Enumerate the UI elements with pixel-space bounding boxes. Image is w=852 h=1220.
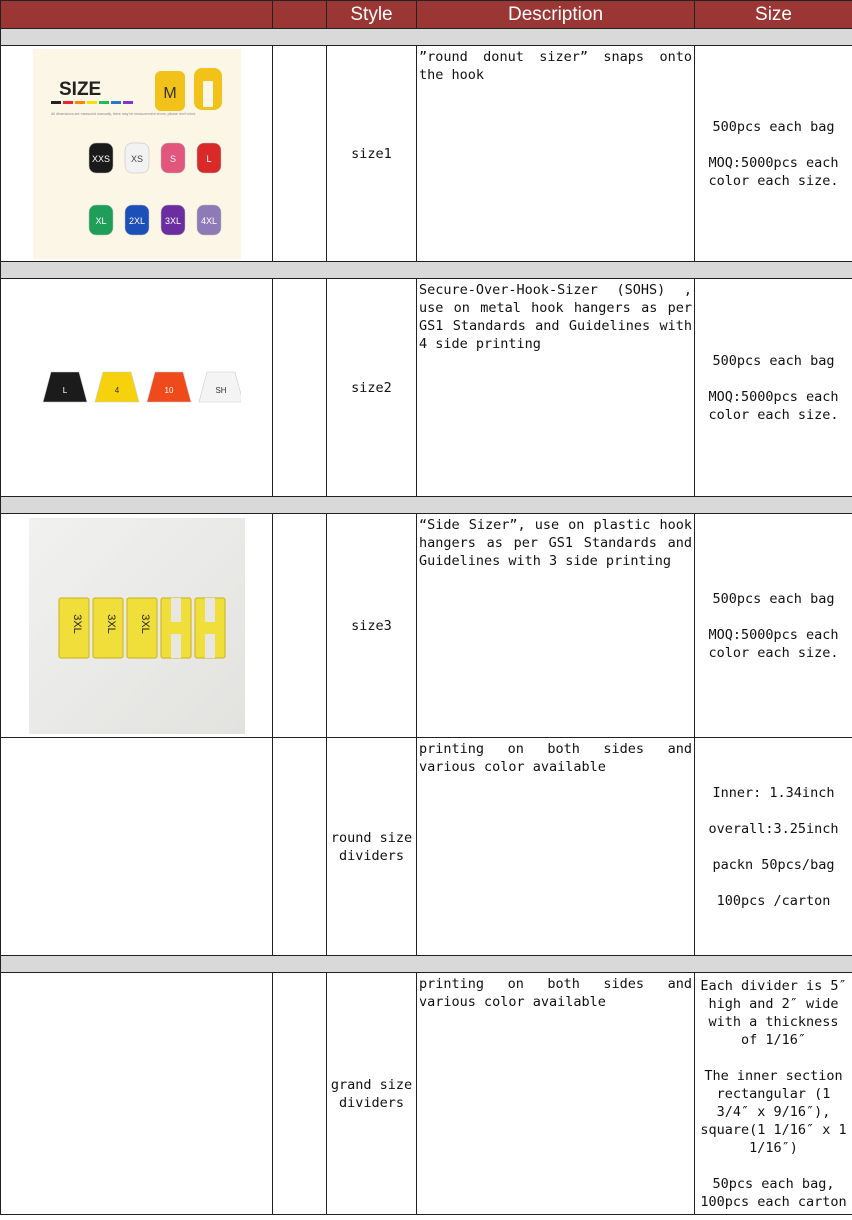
header-row	[1, 1, 852, 29]
size-chip-s	[161, 143, 185, 173]
svg-text:L: L	[205, 153, 212, 164]
style-cell: round size dividers	[327, 738, 417, 956]
blank-cell	[273, 973, 327, 1215]
header-style: Style	[327, 1, 417, 29]
size-chip-3xl	[161, 205, 185, 235]
side-sizer	[161, 598, 191, 658]
table-row	[1, 279, 852, 497]
image-caption: All dimensions are measured manually, there may be measurement errors, please don't mind.	[50, 111, 196, 116]
size-cell	[695, 279, 852, 497]
size-chip-group	[89, 143, 221, 235]
description-cell: printing on both sides and various color available	[417, 738, 695, 956]
size-line: Each divider is 5″ high and 2″ wide with a thickness of 1/16″	[700, 977, 847, 1048]
style-cell: size3	[327, 514, 417, 738]
header-image-column	[1, 1, 273, 29]
product-image-cell	[1, 46, 273, 262]
product-image-cell	[1, 738, 273, 956]
size-line: packn 50pcs/bag	[712, 856, 835, 873]
donut-sizer-illustration	[33, 49, 241, 259]
svg-text:3XL: 3XL	[138, 613, 151, 634]
blank-cell	[273, 46, 327, 262]
table-row	[1, 514, 852, 738]
size-cell	[695, 738, 852, 956]
separator-row	[1, 262, 852, 279]
size-chip-xl	[89, 205, 113, 235]
separator-row	[1, 497, 852, 514]
size-line: 50pcs each bag, 100pcs each carton	[700, 1175, 847, 1210]
size-line: 500pcs each bag	[712, 352, 835, 369]
svg-text:S: S	[169, 153, 176, 164]
size-line: 500pcs each bag	[712, 118, 835, 135]
table-row	[1, 973, 852, 1215]
size-line: The inner section rectangular (1 3/4″ x 9/16″), square(1 1/16″ x 1 1/16″)	[700, 1067, 847, 1156]
size-line: MOQ:5000pcs each color each size.	[708, 388, 839, 423]
size-chip-xs	[125, 143, 149, 173]
image-size-title: SIZE	[58, 78, 101, 100]
svg-text:XL: XL	[94, 215, 107, 226]
size-line: 100pcs /carton	[716, 892, 831, 909]
side-sizer-illustration	[29, 518, 245, 734]
size-cell	[695, 514, 852, 738]
svg-text:XXS: XXS	[91, 153, 110, 164]
description-cell: Secure-Over-Hook-Sizer (SOHS) , use on metal hook hangers as per GS1 Standards and Guidelines with 4 side printing	[417, 279, 695, 497]
header-description: Description	[417, 1, 695, 29]
side-sizer	[59, 598, 89, 658]
description-cell: ”round donut sizer” snaps onto the hook	[417, 46, 695, 262]
size-chip-2xl	[125, 205, 149, 235]
svg-text:L: L	[62, 385, 67, 395]
blank-cell	[273, 279, 327, 497]
donut-sizer-photo	[33, 49, 241, 259]
size-chip-4xl	[197, 205, 221, 235]
sohs-sizer-illustration	[33, 358, 241, 418]
description-cell: printing on both sides and various color available	[417, 973, 695, 1215]
blank-cell	[273, 738, 327, 956]
product-image-cell	[1, 279, 273, 497]
size-line: Inner: 1.34inch	[712, 784, 835, 801]
blank-cell	[273, 514, 327, 738]
side-sizer	[93, 598, 123, 658]
side-sizer	[127, 598, 157, 658]
size-cell	[695, 46, 852, 262]
svg-text:3XL: 3XL	[70, 613, 83, 634]
size-cell	[695, 973, 852, 1215]
color-strip	[51, 101, 133, 104]
svg-text:4: 4	[114, 385, 119, 395]
table-row	[1, 46, 852, 262]
size-chip-xxs	[89, 143, 113, 173]
svg-text:3XL: 3XL	[164, 215, 181, 226]
svg-text:10: 10	[164, 385, 173, 395]
side-sizer-photo	[29, 518, 245, 734]
style-cell: size1	[327, 46, 417, 262]
size-line: 500pcs each bag	[712, 590, 835, 607]
style-cell: grand size dividers	[327, 973, 417, 1215]
product-image-cell	[1, 973, 273, 1215]
svg-text:XS: XS	[130, 153, 143, 164]
style-cell: size2	[327, 279, 417, 497]
table-row	[1, 738, 852, 956]
size-line: MOQ:5000pcs each color each size.	[708, 626, 839, 661]
separator-row	[1, 29, 852, 46]
svg-text:3XL: 3XL	[104, 613, 117, 634]
description-cell: “Side Sizer”, use on plastic hook hangers as per GS1 Standards and Guidelines with 3 side printing	[417, 514, 695, 738]
svg-text:4XL: 4XL	[200, 215, 217, 226]
size-chip-l	[197, 143, 221, 173]
sohs-chip	[43, 372, 87, 402]
sohs-sizer-photo	[33, 358, 241, 418]
size-line: MOQ:5000pcs each color each size.	[708, 154, 839, 189]
svg-text:2XL: 2XL	[128, 215, 145, 226]
product-image-cell	[1, 514, 273, 738]
sohs-chip	[147, 372, 191, 402]
header-size: Size	[695, 1, 852, 29]
sohs-chip	[95, 372, 139, 402]
separator-row	[1, 956, 852, 973]
header-blank-column	[273, 1, 327, 29]
sohs-chip	[199, 372, 241, 402]
size-line: overall:3.25inch	[708, 820, 839, 837]
side-sizer	[195, 598, 225, 658]
svg-text:SH: SH	[214, 385, 227, 395]
image-big-label: M	[162, 84, 177, 102]
